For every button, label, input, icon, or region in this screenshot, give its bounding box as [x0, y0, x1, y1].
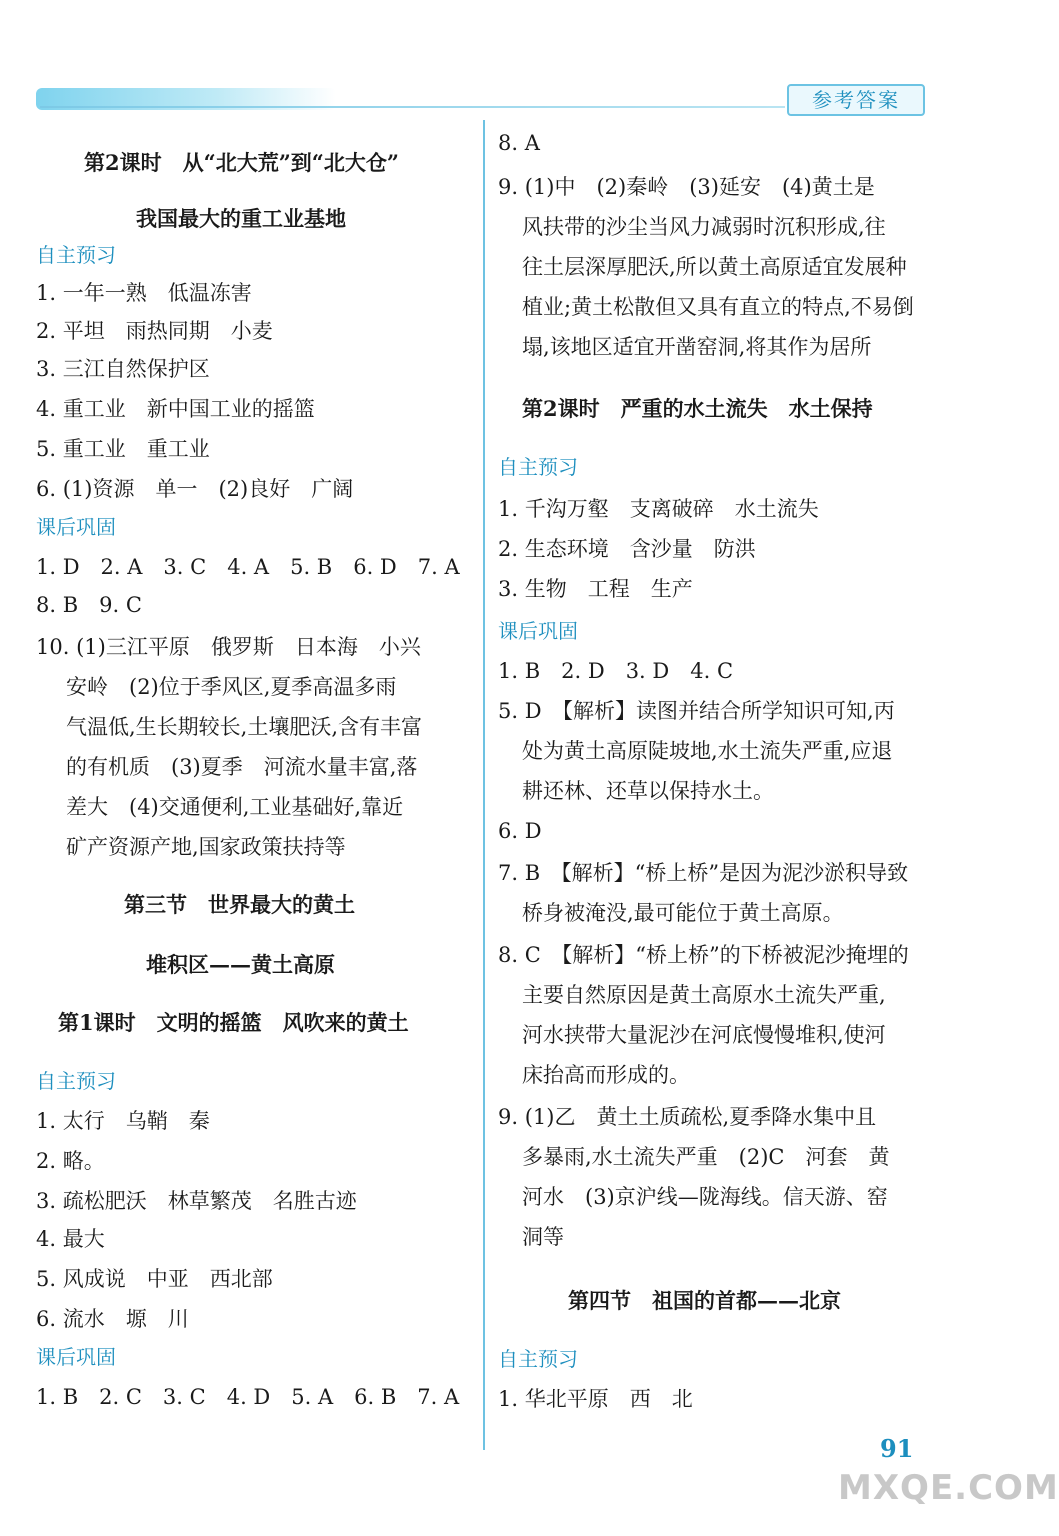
- answer-line: 多暴雨,水土流失严重 (2)C 河套 黄: [522, 1145, 890, 1169]
- answer-line: 2. 平坦 雨热同期 小麦: [36, 319, 273, 343]
- answer-line: 主要自然原因是黄土高原水土流失严重,: [522, 983, 886, 1007]
- section-label: 课后巩固: [36, 515, 116, 539]
- answer-line: 洞等: [522, 1225, 564, 1249]
- answer-line: 4. 重工业 新中国工业的摇篮: [36, 397, 315, 421]
- answer-line: 7. B 【解析】“桥上桥”是因为泥沙淤积导致: [498, 861, 909, 885]
- answer-line: 1. 华北平原 西 北: [498, 1387, 693, 1411]
- answer-line: 气温低,生长期较长,土壤肥沃,含有丰富: [66, 715, 423, 739]
- answer-line: 桥身被淹没,最可能位于黄土高原。: [522, 901, 844, 925]
- answer-line: 河水 (3)京沪线—陇海线。信天游、窑: [522, 1185, 888, 1209]
- answer-line: 1. B 2. C 3. C 4. D 5. A 6. B 7. A: [36, 1385, 460, 1409]
- answer-line: 3. 疏松肥沃 林草繁茂 名胜古迹: [36, 1189, 357, 1213]
- section-heading: 堆积区——黄土高原: [146, 952, 335, 977]
- answer-line: 塌,该地区适宜开凿窑洞,将其作为居所: [522, 335, 872, 359]
- page-header: [0, 0, 1023, 120]
- answer-line: 8. B 9. C: [36, 593, 142, 617]
- answer-line: 9. (1)乙 黄土土质疏松,夏季降水集中且: [498, 1105, 877, 1129]
- section-heading: 第2课时 从“北大荒”到“北大仓”: [84, 150, 399, 175]
- answer-line: 风扶带的沙尘当风力减弱时沉积形成,往: [522, 215, 886, 239]
- section-heading: 第三节 世界最大的黄土: [124, 892, 355, 917]
- section-heading: 第2课时 严重的水土流失 水土保持: [522, 396, 873, 421]
- answer-key-label: 参考答案: [787, 84, 925, 116]
- answer-line: 10. (1)三江平原 俄罗斯 日本海 小兴: [36, 635, 421, 659]
- answer-line: 5. D 【解析】读图并结合所学知识可知,丙: [498, 699, 895, 723]
- answer-line: 6. D: [498, 819, 542, 843]
- answer-line: 8. C 【解析】“桥上桥”的下桥被泥沙掩埋的: [498, 943, 909, 967]
- answer-line: 耕还林、还草以保持水土。: [522, 779, 774, 803]
- section-label: 自主预习: [498, 1347, 578, 1371]
- answer-line: 1. 一年一熟 低温冻害: [36, 281, 252, 305]
- section-label: 自主预习: [36, 243, 116, 267]
- header-rule: [40, 106, 785, 108]
- answer-line: 往土层深厚肥沃,所以黄土高原适宜发展种: [522, 255, 907, 279]
- answer-line: 6. (1)资源 单一 (2)良好 广阔: [36, 477, 354, 501]
- answer-line: 6. 流水 塬 川: [36, 1307, 189, 1331]
- answer-line: 3. 三江自然保护区: [36, 357, 210, 381]
- answer-line: 3. 生物 工程 生产: [498, 577, 693, 601]
- answer-line: 处为黄土高原陡坡地,水土流失严重,应退: [522, 739, 893, 763]
- section-label: 课后巩固: [498, 619, 578, 643]
- answer-line: 的有机质 (3)夏季 河流水量丰富,落: [66, 755, 418, 779]
- answer-line: 2. 生态环境 含沙量 防洪: [498, 537, 756, 561]
- answer-line: 1. D 2. A 3. C 4. A 5. B 6. D 7. A: [36, 555, 460, 579]
- answer-line: 1. B 2. D 3. D 4. C: [498, 659, 734, 683]
- answer-line: 矿产资源产地,国家政策扶持等: [66, 835, 346, 859]
- answer-line: 9. (1)中 (2)秦岭 (3)延安 (4)黄土是: [498, 175, 875, 199]
- section-label: 自主预习: [498, 455, 578, 479]
- section-heading: 第四节 祖国的首都——北京: [568, 1288, 841, 1313]
- page-number: 91: [880, 1434, 914, 1463]
- section-heading: 第1课时 文明的摇篮 风吹来的黄土: [58, 1010, 409, 1035]
- answer-line: 植业;黄土松散但又具有直立的特点,不易倒: [522, 295, 914, 319]
- answer-line: 1. 太行 乌鞘 秦: [36, 1109, 210, 1133]
- answer-line: 5. 重工业 重工业: [36, 437, 210, 461]
- answer-line: 5. 风成说 中亚 西北部: [36, 1267, 273, 1291]
- answer-line: 4. 最大: [36, 1227, 105, 1251]
- section-label: 自主预习: [36, 1069, 116, 1093]
- answer-line: 8. A: [498, 131, 540, 155]
- answer-line: 差大 (4)交通便利,工业基础好,靠近: [66, 795, 404, 819]
- section-label: 课后巩固: [36, 1345, 116, 1369]
- watermark-logo: MXQE.COM: [838, 1468, 1059, 1508]
- answer-line: 2. 略。: [36, 1149, 105, 1173]
- answer-line: 1. 千沟万壑 支离破碎 水土流失: [498, 497, 819, 521]
- answer-line: 床抬高而形成的。: [522, 1063, 690, 1087]
- answer-line: 河水挟带大量泥沙在河底慢慢堆积,使河: [522, 1023, 886, 1047]
- answer-line: 安岭 (2)位于季风区,夏季高温多雨: [66, 675, 397, 699]
- section-heading: 我国最大的重工业基地: [136, 206, 346, 231]
- column-divider: [483, 120, 485, 1450]
